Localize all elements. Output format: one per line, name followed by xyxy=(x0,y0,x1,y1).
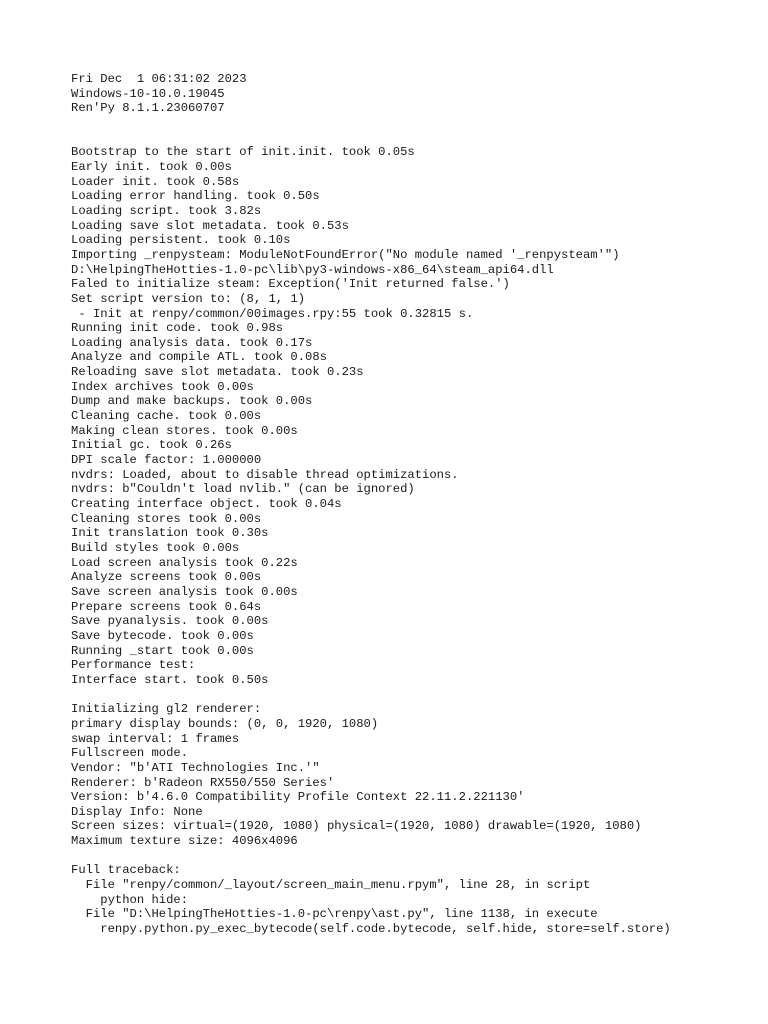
log-line: Version: b'4.6.0 Compatibility Profile Context 22.11.2.221130' xyxy=(71,790,525,805)
log-line xyxy=(71,131,761,146)
log-line: renpy.python.py_exec_bytecode(self.code.bytecode, self.hide, store=self.store) xyxy=(71,922,671,937)
log-line: Loading error handling. took 0.50s xyxy=(71,189,320,204)
log-text-body xyxy=(71,72,761,937)
log-line: Full traceback: xyxy=(71,863,181,878)
log-line: Dump and make backups. took 0.00s xyxy=(71,394,313,409)
log-line: Prepare screens took 0.64s xyxy=(71,599,262,614)
log-line: Initial gc. took 0.26s xyxy=(71,438,232,453)
log-line: Fullscreen mode. xyxy=(71,746,189,761)
log-line: Renderer: b'Radeon RX550/550 Series' xyxy=(71,775,335,790)
log-line xyxy=(71,849,761,864)
log-line: Creating interface object. took 0.04s xyxy=(71,497,342,512)
log-line: Running init code. took 0.98s xyxy=(71,321,284,336)
log-line: nvdrs: b"Couldn't load nvlib." (can be ignored) xyxy=(71,482,415,497)
log-line: nvdrs: Loaded, about to disable thread optimizations. xyxy=(71,467,459,482)
log-line: - Init at renpy/common/00images.rpy:55 took 0.32815 s. xyxy=(71,306,474,321)
log-line: Analyze screens took 0.00s xyxy=(71,570,262,585)
log-line: Loading script. took 3.82s xyxy=(71,203,262,218)
log-line: Faled to initialize steam: Exception('Init returned false.') xyxy=(71,277,510,292)
log-line: Fri Dec 1 06:31:02 2023 xyxy=(71,72,247,86)
log-line: Build styles took 0.00s xyxy=(71,541,240,555)
log-line: D:\HelpingTheHotties-1.0-pc\lib\py3-windows-x86_64\steam_api64.dll xyxy=(71,262,554,277)
log-line: Performance test: xyxy=(71,658,196,673)
log-line: Loading analysis data. took 0.17s xyxy=(71,335,313,350)
log-line: DPI scale factor: 1.000000 xyxy=(71,453,262,468)
log-line: Init translation took 0.30s xyxy=(71,526,269,541)
log-line: Making clean stores. took 0.00s xyxy=(71,423,298,438)
log-line xyxy=(71,116,761,131)
log-line: Vendor: "b'ATI Technologies Inc.'" xyxy=(71,760,320,775)
log-line: Loading persistent. took 0.10s xyxy=(71,233,291,248)
log-line: Initializing gl2 renderer: xyxy=(71,702,262,717)
log-line: Save pyanalysis. took 0.00s xyxy=(71,614,269,629)
log-line: Index archives took 0.00s xyxy=(71,379,254,394)
log-line: Set script version to: (8, 1, 1) xyxy=(71,291,306,306)
log-line: Maximum texture size: 4096x4096 xyxy=(71,834,298,849)
log-line: Windows-10-10.0.19045 xyxy=(71,86,225,101)
log-line: swap interval: 1 frames xyxy=(71,731,240,746)
log-line: Loader init. took 0.58s xyxy=(71,174,240,189)
log-line: Interface start. took 0.50s xyxy=(71,672,269,687)
log-line: Load screen analysis took 0.22s xyxy=(71,555,298,570)
log-line: Analyze and compile ATL. took 0.08s xyxy=(71,350,327,365)
log-line: Importing _renpysteam: ModuleNotFoundError("No module named '_renpysteam'") xyxy=(71,247,620,262)
log-line: Reloading save slot metadata. took 0.23s xyxy=(71,365,364,380)
log-line xyxy=(71,688,761,703)
log-line: Screen sizes: virtual=(1920, 1080) physical=(1920, 1080) drawable=(1920, 1080) xyxy=(71,819,642,834)
log-line: Loading save slot metadata. took 0.53s xyxy=(71,218,349,233)
log-line: Display Info: None xyxy=(71,804,203,819)
log-line: Save bytecode. took 0.00s xyxy=(71,628,254,643)
log-line: Ren'Py 8.1.1.23060707 xyxy=(71,101,225,116)
log-line: Early init. took 0.00s xyxy=(71,159,232,174)
log-line: Save screen analysis took 0.00s xyxy=(71,584,298,599)
log-line: File "D:\HelpingTheHotties-1.0-pc\renpy\ast.py", line 1138, in execute xyxy=(71,907,598,922)
log-line: python hide: xyxy=(71,892,189,907)
log-line: Cleaning stores took 0.00s xyxy=(71,511,262,526)
log-line: Cleaning cache. took 0.00s xyxy=(71,409,262,424)
log-line: Running _start took 0.00s xyxy=(71,643,254,658)
log-line: File "renpy/common/_layout/screen_main_menu.rpym", line 28, in script xyxy=(71,878,591,893)
log-line: Bootstrap to the start of init.init. took 0.05s xyxy=(71,145,415,160)
log-line: primary display bounds: (0, 0, 1920, 1080) xyxy=(71,716,379,731)
